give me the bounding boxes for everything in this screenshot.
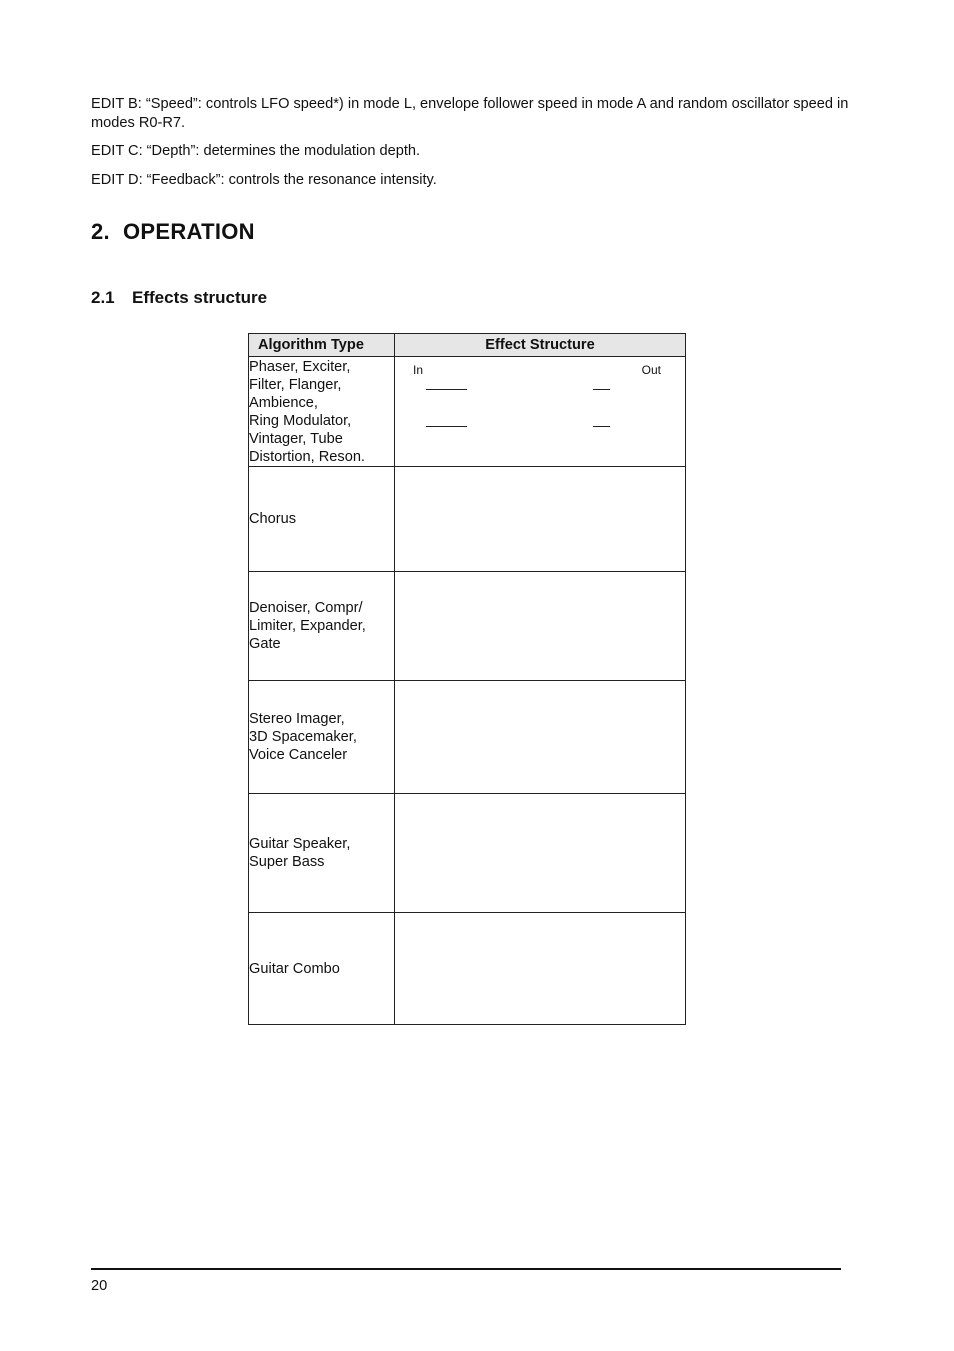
- structure-diagram-cell: [395, 913, 686, 1025]
- table-row: [249, 572, 686, 681]
- signal-line: [426, 389, 467, 390]
- effects-structure-table: [248, 333, 686, 1025]
- table-header-row: [249, 334, 686, 357]
- subsection-number: 2.1: [91, 288, 115, 307]
- subsection-title: Effects structure: [132, 288, 268, 307]
- footer-divider: [91, 1268, 841, 1270]
- table-row: [249, 794, 686, 913]
- signal-line: [593, 426, 610, 427]
- signal-line: [426, 426, 467, 427]
- algorithm-cell: Denoiser, Compr/ Limiter, Expander, Gate: [249, 572, 395, 681]
- header-algorithm-type: Algorithm Type: [249, 334, 395, 357]
- algorithm-cell: Chorus: [249, 467, 395, 572]
- table-row: [249, 913, 686, 1025]
- table-row: [249, 681, 686, 794]
- page-number: 20: [91, 1278, 108, 1294]
- structure-diagram-cell: [395, 467, 686, 572]
- section-number: 2.: [91, 219, 110, 244]
- structure-diagram-cell: [395, 572, 686, 681]
- section-title: OPERATION: [123, 219, 255, 244]
- edit-b-description: EDIT B: “Speed”: controls LFO speed*) in mode L, envelope follower speed in mode A and random oscillator speed in modes R0-R7.: [91, 96, 849, 131]
- structure-diagram-cell: [395, 681, 686, 794]
- algorithm-cell: Guitar Combo: [249, 913, 395, 1025]
- algorithm-cell: Phaser, Exciter, Filter, Flanger, Ambience, Ring Modulator, Vintager, Tube Distortion, Reson.: [249, 357, 395, 467]
- structure-diagram-cell: [395, 357, 686, 467]
- output-label: Out: [641, 363, 661, 377]
- table-row: [249, 467, 686, 572]
- subsection-heading: [91, 288, 267, 308]
- signal-flow-diagram: [395, 357, 685, 466]
- algorithm-cell: Guitar Speaker, Super Bass: [249, 794, 395, 913]
- section-heading: [91, 219, 255, 245]
- table-row: [249, 357, 686, 467]
- structure-diagram-cell: [395, 794, 686, 913]
- edit-c-description: EDIT C: “Depth”: determines the modulation depth.: [91, 143, 421, 159]
- input-label: In: [413, 363, 424, 377]
- header-effect-structure: Effect Structure: [395, 334, 686, 357]
- algorithm-cell: Stereo Imager, 3D Spacemaker, Voice Canceler: [249, 681, 395, 794]
- signal-line: [593, 389, 610, 390]
- edit-d-description: EDIT D: “Feedback”: controls the resonance intensity.: [91, 172, 437, 188]
